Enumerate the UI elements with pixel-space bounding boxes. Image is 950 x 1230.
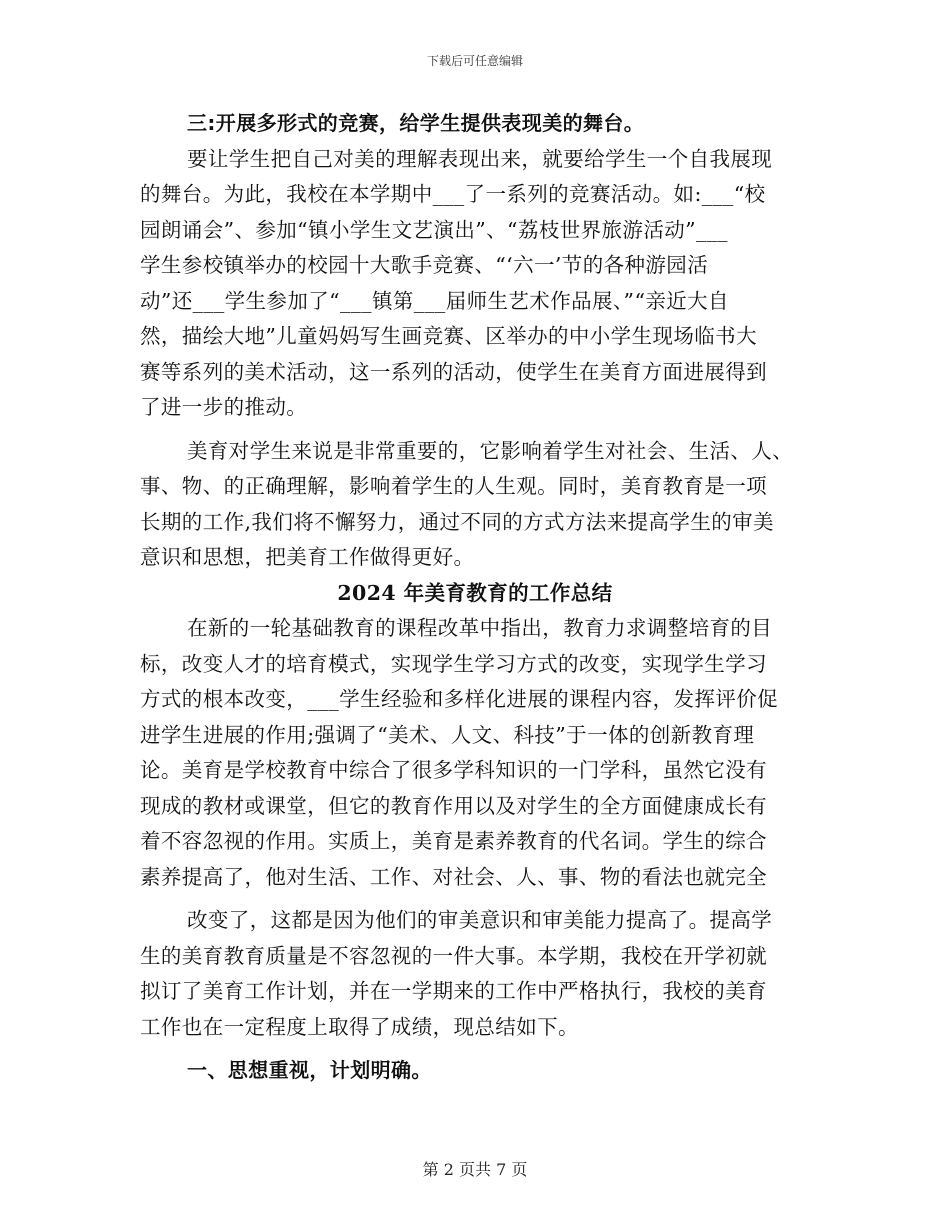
header-note: 下载后可任意编辑 [426, 54, 523, 68]
paragraph-line: 拟订了美育工作计划，并在一学期来的工作中严格执行，我校的美育 [140, 979, 767, 1003]
paragraph-line: 长期的工作,我们将不懈努力，通过不同的方式方法来提高学生的审美 [140, 509, 774, 534]
paragraph-2 [140, 434, 810, 576]
paragraph-3 [140, 611, 810, 895]
section-heading: 一、思想重视，计划明确。 [187, 1058, 432, 1082]
paragraph-line: 意识和思想，把美育工作做得更好。 [140, 545, 475, 569]
paragraph-line: 园朗诵会”、参加“镇小学生文艺演出”、“荔枝世界旅游活动”___ [140, 217, 728, 242]
paragraph-4 [140, 903, 810, 1045]
paragraph-line: 素养提高了，他对生活、工作、对社会、人、事、物的看法也就完全 [140, 864, 767, 889]
section-heading: 三:开展多形式的竞赛，给学生提供表现美的舞台。 [187, 111, 645, 135]
paragraph-line: 着不容忽视的作用。实质上，美育是素养教育的代名词。学生的综合 [140, 829, 767, 853]
paragraph-line: 要让学生把自己对美的理解表现出来，就要给学生一个自我展现 [187, 146, 773, 171]
paragraph-line: 工作也在一定程度上取得了成绩，现总结如下。 [140, 1014, 579, 1039]
paragraph-line: 事、物、的正确理解，影响着学生的人生观。同时，美育教育是一项 [140, 474, 767, 498]
paragraph-1 [140, 142, 810, 426]
paragraph-line: 的舞台。为此，我校在本学期中___了一系列的竞赛活动。如:___“校 [140, 182, 766, 206]
paragraph-line: 生的美育教育质量是不容忽视的一件大事。本学期，我校在开学初就 [140, 943, 767, 968]
paragraph-line: 方式的根本改变，___学生经验和多样化进展的课程内容，发挥评价促 [140, 687, 779, 711]
paragraph-line: 然，描绘大地”儿童妈妈写生画竞赛、区举办的中小学生现场临书大 [140, 324, 757, 348]
paragraph-line: 美育对学生来说是非常重要的，它影响着学生对社会、生活、人、 [187, 438, 794, 463]
paragraph-line: 学生参校镇举办的校园十大歌手竞赛、“‘六一’节的各种游园活 [140, 253, 709, 277]
paragraph-line: 标，改变人才的培育模式，实现学生学习方式的改变，实现学生学习 [140, 651, 767, 676]
paragraph-line: 动”还___学生参加了“___镇第___届师生艺术作品展、”“亲近大自 [140, 288, 729, 313]
page-footer: 第 2 页共 7 页 [422, 1160, 528, 1179]
paragraph-line: 论。美育是学校教育中综合了很多学科知识的一门学科，虽然它没有 [140, 758, 767, 782]
document-title: 2024 年美育教育的工作总结 [337, 580, 613, 605]
paragraph-line: 进学生进展的作用;强调了“美术、人文、科技”于一体的创新教育理 [140, 722, 755, 747]
paragraph-line: 改变了，这都是因为他们的审美意识和审美能力提高了。提高学 [187, 908, 773, 932]
paragraph-line: 了进一步的推动。 [140, 395, 308, 419]
paragraph-line: 现成的教材或课堂，但它的教育作用以及对学生的全方面健康成长有 [140, 793, 767, 818]
document-body [140, 106, 810, 1089]
paragraph-line: 赛等系列的美术活动，这一系列的活动，使学生在美育方面进展得到 [140, 359, 767, 384]
paragraph-line: 在新的一轮基础教育的课程改革中指出，教育力求调整培育的目 [187, 616, 773, 640]
